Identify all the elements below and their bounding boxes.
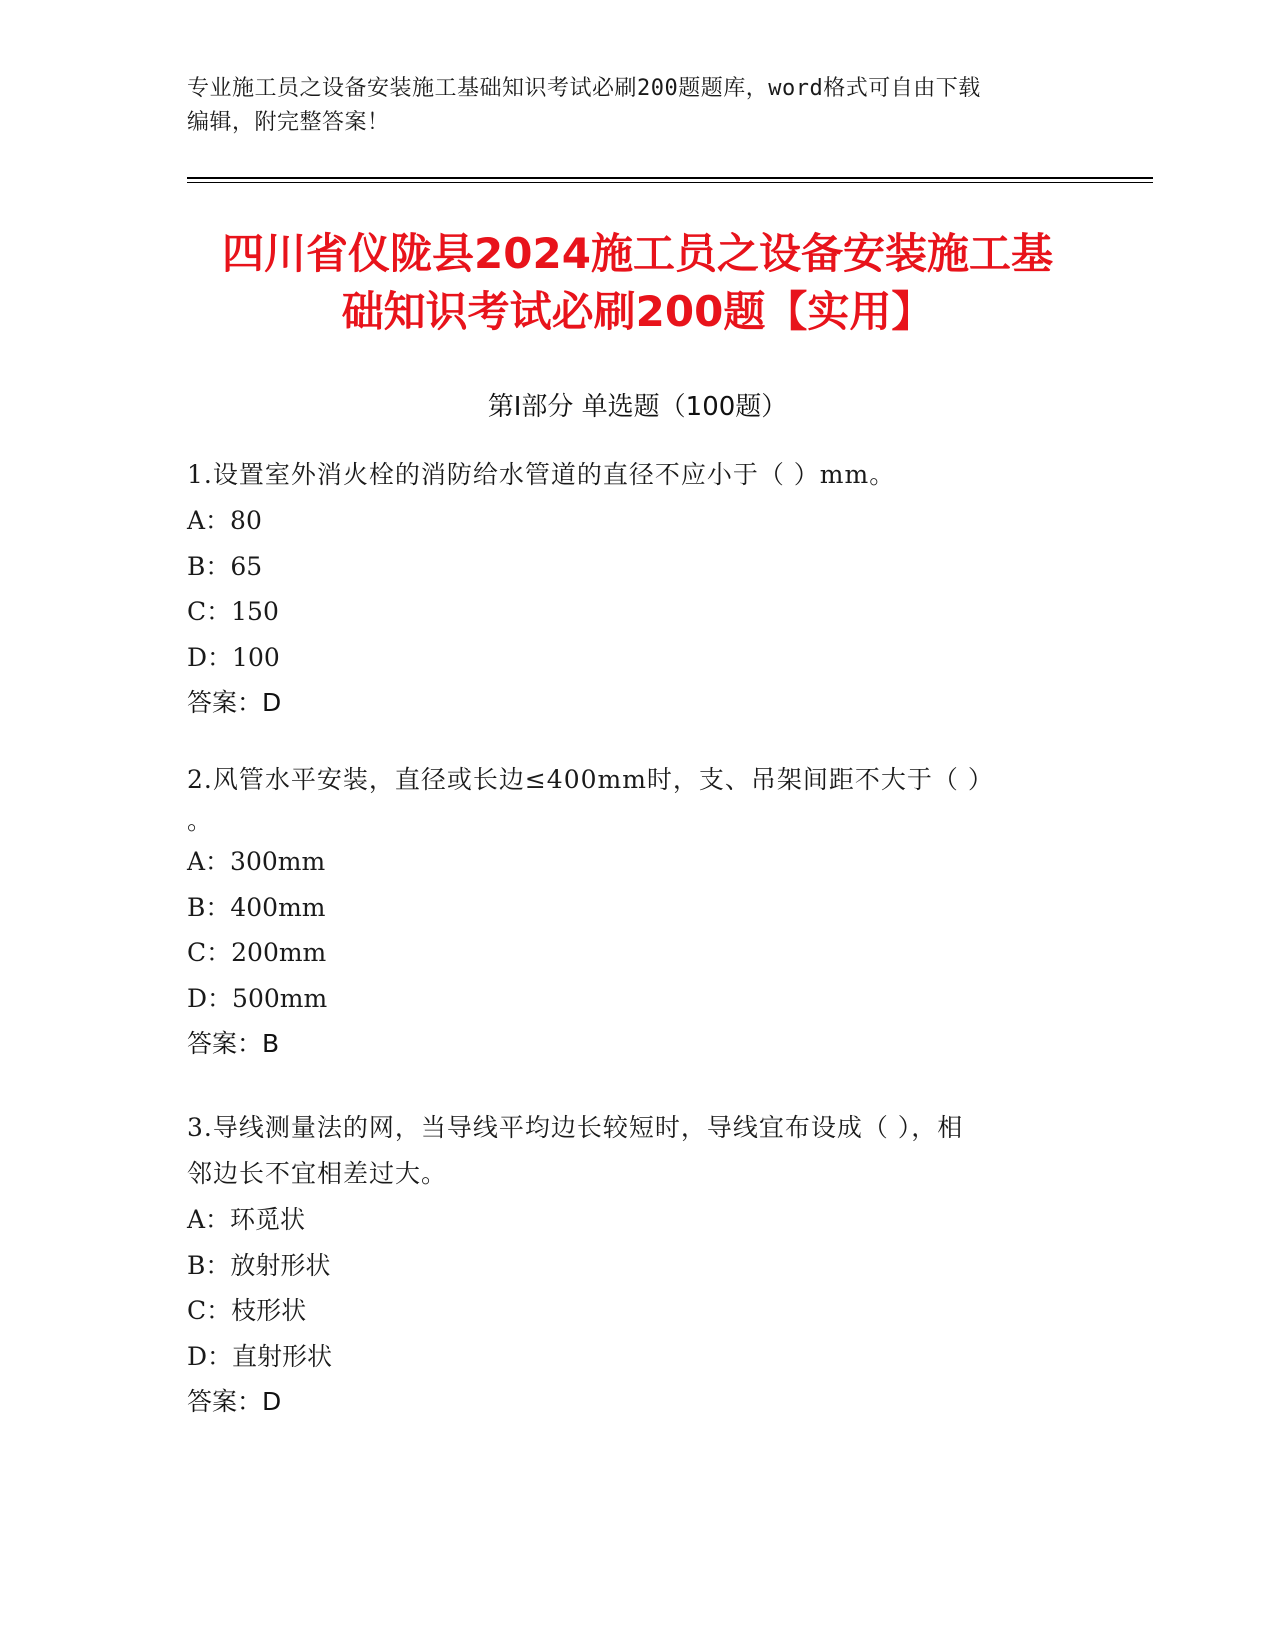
answer: 答案：B [187,1029,280,1058]
question-item [187,757,1087,1067]
question-stem-line: 邻边长不宜相差过大。 [187,1159,448,1188]
document-title [150,225,1125,341]
question-stem [187,1105,1087,1197]
answer: 答案：D [187,1387,282,1416]
option-d: D：100 [187,642,280,672]
question-stem-line: 2.风管水平安装，直径或长边≤400mm时，支、吊架间距不大于（ ） [187,765,994,794]
question-stem-line: 1.设置室外消火栓的消防给水管道的直径不应小于（ ）mm。 [187,460,896,489]
option-b: B：放射形状 [187,1250,331,1280]
question-item [187,1105,1087,1425]
option-b: B：400mm [187,892,326,922]
option-a: A：80 [187,506,262,535]
header-note-line: 专业施工员之设备安装施工基础知识考试必刷200题题库，word格式可自由下载 [187,76,981,101]
question-item [187,452,1087,726]
option-d: D：直射形状 [187,1341,333,1371]
question-stem [187,757,1087,839]
header-note [187,72,1087,140]
option-c: C：150 [187,597,279,626]
section-title: 第Ⅰ部分 单选题（100题） [487,392,788,422]
question-stem-line: 3.导线测量法的网，当导线平均边长较短时，导线宜布设成（ ），相 [187,1113,964,1142]
option-d: D：500mm [187,983,328,1013]
question-stem [187,452,1087,498]
header-divider-thin [187,182,1153,183]
option-a: A：300mm [187,847,326,876]
header-divider [187,177,1153,179]
option-c: C：枝形状 [187,1296,307,1325]
title-line: 四川省仪陇县2024施工员之设备安装施工基 [222,229,1053,278]
title-line: 础知识考试必刷200题【实用】 [341,287,934,336]
question-stem-line: 。 [187,806,214,835]
option-a: A：环觅状 [187,1205,306,1234]
option-b: B：65 [187,551,263,581]
option-c: C：200mm [187,938,327,967]
header-note-line: 编辑，附完整答案！ [187,110,390,135]
answer: 答案：D [187,688,282,717]
